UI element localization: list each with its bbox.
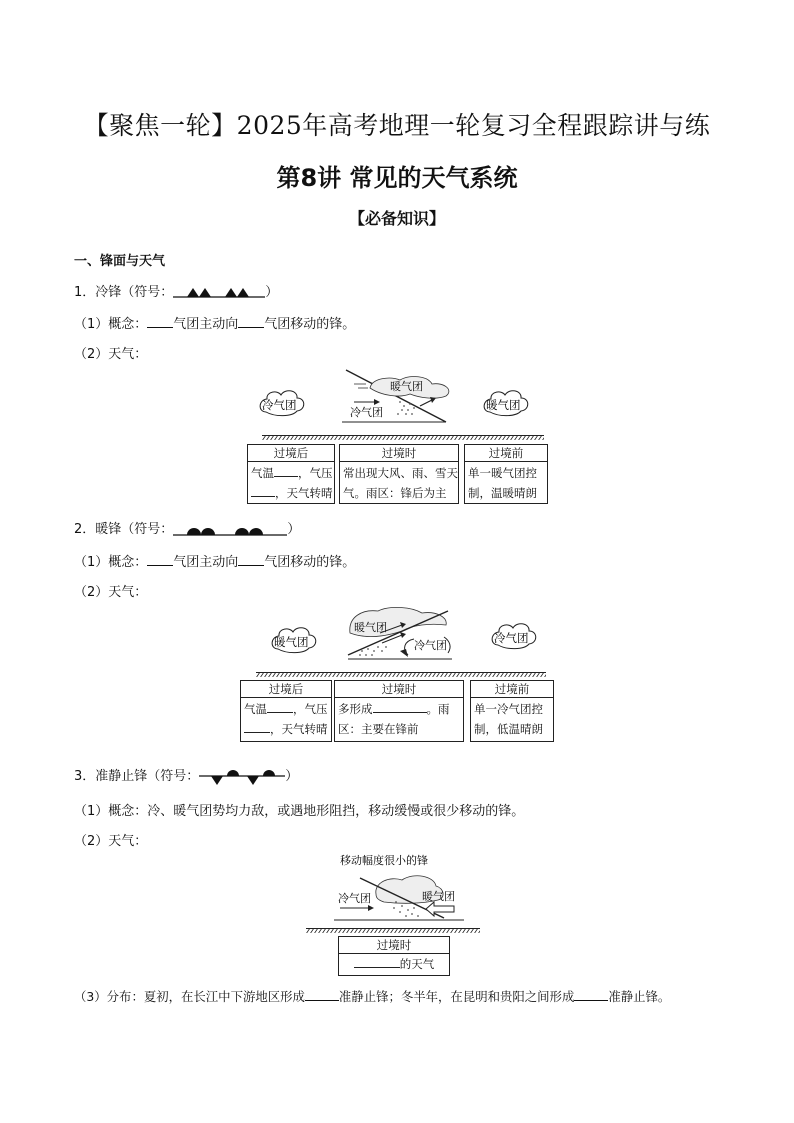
cold-front-concept bbox=[74, 313, 355, 332]
cold-before-line1: 单一暖气团控 bbox=[468, 466, 537, 480]
concept-suffix: 气团移动的锋。 bbox=[264, 555, 356, 570]
cold-after-table bbox=[247, 444, 335, 504]
cold-during-line1: 常出现大风、雨、雪天 bbox=[343, 466, 458, 480]
blank bbox=[574, 988, 608, 1001]
warm-during-line2: 区：主要在锋前 bbox=[338, 722, 419, 736]
warm-front-title bbox=[74, 518, 300, 538]
concept-suffix: 气团移动的锋。 bbox=[264, 317, 356, 332]
blank bbox=[267, 701, 293, 713]
document-title: 【聚焦一轮】2025年高考地理一轮复习全程跟踪讲与练 bbox=[83, 111, 711, 140]
cold-before-header: 过境前 bbox=[465, 445, 547, 462]
warm-mass-left-label: 暖气团 bbox=[274, 635, 309, 649]
blank bbox=[274, 465, 298, 477]
blank bbox=[251, 485, 275, 497]
cold-during-header: 过境时 bbox=[340, 445, 458, 462]
warm-front-weather-label: （2）天气： bbox=[74, 585, 148, 600]
cold-front-title-suffix: ） bbox=[265, 285, 279, 300]
ground-line bbox=[256, 672, 546, 680]
warm-before-line2: 制，低温晴朗 bbox=[474, 722, 543, 736]
blank bbox=[238, 553, 264, 566]
cold-after-line2: ，天气转晴 bbox=[275, 486, 333, 500]
cold-front-diagram bbox=[250, 364, 550, 444]
warm-front-title-text: 2．暖锋（符号： bbox=[74, 522, 174, 537]
warm-before-table bbox=[470, 680, 554, 742]
ground-line bbox=[262, 435, 544, 443]
warm-mass-label: 暖气团 bbox=[422, 890, 455, 903]
section-label: 【必备知识】 bbox=[348, 209, 445, 228]
concept-prefix: （1）概念： bbox=[74, 317, 148, 332]
warm-before-header: 过境前 bbox=[471, 681, 553, 698]
cold-mass-mid-label: 冷气团 bbox=[414, 639, 447, 652]
warm-during-header: 过境时 bbox=[335, 681, 463, 698]
lecture-title: 第8讲 常见的天气系统 bbox=[276, 164, 518, 192]
warm-after-header: 过境后 bbox=[241, 681, 331, 698]
distribution-part-a: （3）分布：夏初，在长江中下游地区形成 bbox=[74, 989, 305, 1004]
cold-mass-mid-label: 冷气团 bbox=[350, 406, 383, 419]
blank bbox=[238, 315, 264, 328]
blank bbox=[354, 956, 400, 968]
stationary-front-symbol-icon bbox=[199, 768, 285, 786]
cold-front-weather-label: （2）天气： bbox=[74, 347, 148, 362]
blank bbox=[244, 721, 270, 733]
rain-icon bbox=[397, 401, 415, 415]
warm-during-line1-b: 。雨 bbox=[426, 702, 450, 716]
cold-mass-right-label: 冷气团 bbox=[494, 631, 529, 645]
stationary-front-distribution bbox=[74, 987, 670, 1005]
cold-front-title-text: 1．冷锋（符号： bbox=[74, 285, 174, 300]
ground-line bbox=[306, 928, 480, 936]
blank bbox=[147, 315, 173, 328]
warm-front-concept bbox=[74, 551, 355, 570]
warm-after-line2: ，天气转晴 bbox=[270, 722, 328, 736]
cold-after-line1-b: ，气压 bbox=[298, 466, 333, 480]
stationary-during-header: 过境时 bbox=[339, 937, 449, 954]
warm-during-table bbox=[334, 680, 464, 742]
stationary-front-title bbox=[74, 765, 298, 786]
cold-before-table bbox=[464, 444, 548, 504]
cold-front-title bbox=[74, 281, 278, 301]
part-heading: 一、锋面与天气 bbox=[74, 254, 166, 269]
warm-after-line1-a: 气温 bbox=[244, 702, 267, 716]
warm-during-line1-a: 多形成 bbox=[338, 702, 373, 716]
cold-mass-left-label: 冷气团 bbox=[262, 398, 297, 412]
cold-after-header: 过境后 bbox=[248, 445, 334, 462]
distribution-part-b: 准静止锋；冬半年，在昆明和贵阳之间形成 bbox=[338, 989, 575, 1004]
cold-during-line2: 气。雨区：锋后为主 bbox=[343, 486, 447, 500]
cold-before-line2: 制，温暖晴朗 bbox=[468, 486, 537, 500]
stationary-front-title-suffix: ） bbox=[285, 769, 299, 784]
warm-before-line1: 单一冷气团控 bbox=[474, 702, 543, 716]
warm-mass-right-label: 暖气团 bbox=[486, 398, 521, 412]
warm-mass-top-label: 暖气团 bbox=[390, 380, 423, 393]
cold-during-table bbox=[339, 444, 459, 504]
blank bbox=[147, 553, 173, 566]
warm-after-line1-b: ，气压 bbox=[293, 702, 328, 716]
warm-after-table bbox=[240, 680, 332, 742]
blank bbox=[305, 988, 339, 1001]
blank bbox=[373, 701, 427, 713]
concept-prefix: （1）概念： bbox=[74, 555, 148, 570]
stationary-front-weather-label: （2）天气： bbox=[74, 834, 148, 849]
stationary-front-concept: （1）概念：冷、暖气团势均力敌，或遇地形阻挡，移动缓慢或很少移动的锋。 bbox=[74, 804, 525, 819]
stationary-front-diagram bbox=[304, 850, 484, 932]
warm-mass-top-label: 暖气团 bbox=[354, 621, 387, 634]
distribution-part-c: 准静止锋。 bbox=[608, 989, 671, 1004]
stationary-during-body: 的天气 bbox=[399, 957, 435, 971]
diagram-caption: 移动幅度很小的锋 bbox=[340, 854, 428, 867]
cold-after-line1-a: 气温 bbox=[251, 466, 274, 480]
cold-front-symbol-icon bbox=[173, 285, 265, 301]
cold-mass-label: 冷气团 bbox=[338, 892, 371, 905]
warm-front-diagram bbox=[262, 603, 552, 675]
concept-mid: 气团主动向 bbox=[173, 317, 239, 332]
concept-mid: 气团主动向 bbox=[173, 555, 239, 570]
stationary-front-title-text: 3．准静止锋（符号： bbox=[74, 769, 200, 784]
warm-front-title-suffix: ） bbox=[287, 522, 301, 537]
warm-front-symbol-icon bbox=[173, 522, 287, 538]
stationary-during-table bbox=[338, 936, 450, 976]
